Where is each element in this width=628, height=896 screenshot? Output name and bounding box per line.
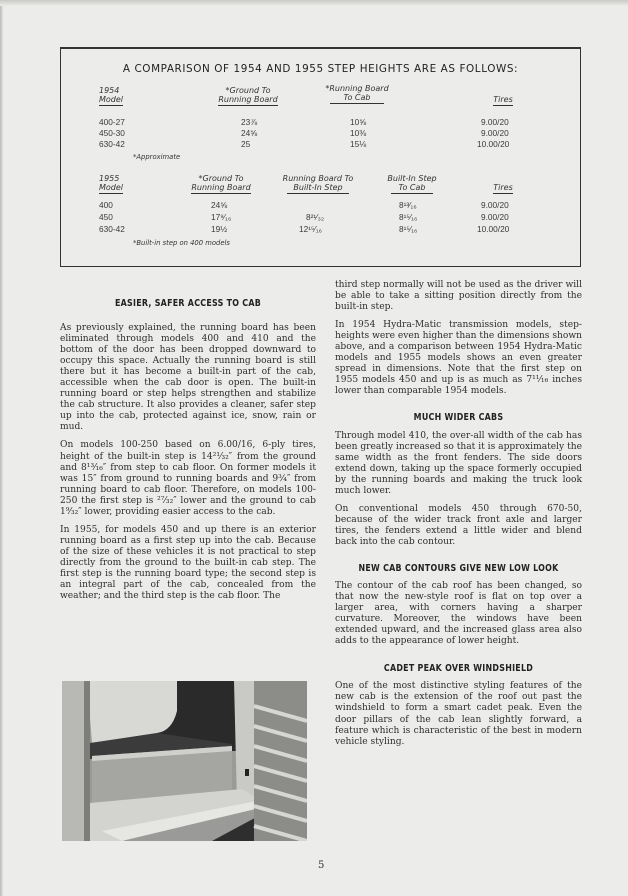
header-1955-model: 1955 Model [99,174,124,192]
left-column-text [60,323,316,609]
footnote-built-in-step: *Built-in step on 400 models [133,239,230,247]
paragraph: Through model 410, the over-all width of the cab has been greatly increased so that it is approximately the same width as the front fenders. The side doors extend down, taking up the space formerly occupied by the running boards and making the truck look much lower. [335,430,582,496]
paragraph: In 1954 Hydra-Matic transmission models, step-heights were even higher than the dimensions shown above, and a comparison between 1954 Hydra-Matic models and 1955 models shows an even greater spread in dimensions. Note that the first step on 1955 models 450 and up is as much as 7¹¹⁄₁₆ inches lower than comparable 1954 models. [335,320,582,397]
page-top-shadow [0,0,628,6]
cab-step-photo-graphic [62,681,307,841]
section-heading-new-cab-contours: NEW CAB CONTOURS GIVE NEW LOW LOOK [358,562,559,574]
paragraph: On conventional models 450 through 670-50, because of the wider track front axle and larger tires, the fenders extend a little wider and blend back into the cab contour. [335,503,582,547]
step-height-comparison-box: A COMPARISON OF 1954 AND 1955 STEP HEIGHTS ARE AS FOLLOWS: 1954 Model *Ground To Running Board *Running Board To Cab Tires 400-27 23⅞ 10⅝ 9.00/20 450-30 24⅝ 10⅜ 9.00/20 630-42 25 15⅛ 10.00/20 *Approximate 1955 Model *Ground To Running Board Running Board To Built-In Step Built-In Step To Cab Tires 400 24⅝ 8¹³⁄₁₆ 9.00/20 450 17⁹⁄₁₆ 8²¹⁄₃₂ 8¹⁵⁄₁₆ 9.00/20 630-42 19½ 12¹⁵⁄₁₆ 8¹⁵⁄₁₆ 10.00/20 *Built-in step on 400 models [60,47,581,267]
paragraph: third step normally will not be used as the driver will be able to take a sitting position directly from the built-in step. [335,280,582,313]
header-1954-ground-to-running-board: *Ground To Running Board [218,86,278,104]
paragraph: The contour of the cab roof has been changed, so that now the new-style roof is flat on top over a larger area, with corners having a sharper curvature. Moreover, the windows have been extended upward, and the increased glass area also adds to the appearance of lower height. [335,581,582,647]
header-1955-tires: Tires [493,183,513,192]
left-heading-wrap [60,298,316,309]
page-number: 5 [318,860,325,871]
cab-step-photo [62,681,307,841]
paragraph: On models 100-250 based on 6.00/16, 6-ply tires, height of the built-in step is 14²¹⁄₃₂″ from the ground and 8¹³⁄₁₆″ from step to cab floor. On former models it was 15″ from ground to running boards and 9¾″ from running board to cab floor. Therefore, on models 100-250 the first step is ²⁷⁄₃₂″ lower and the ground to cab 1⁹⁄₃₂″ lower, providing easier access to the cab. [60,440,316,517]
header-1955-ground-to-running-board: *Ground To Running Board [191,174,251,192]
section-heading-cadet-peak: CADET PEAK OVER WINDSHIELD [383,663,534,675]
footnote-approximate: *Approximate [133,153,181,161]
header-1954-running-board-to-cab: *Running Board To Cab [325,84,389,102]
header-1954-model: 1954 Model [99,86,124,104]
table-title: A COMPARISON OF 1954 AND 1955 STEP HEIGHTS ARE AS FOLLOWS: [122,63,519,75]
paragraph: In 1955, for models 450 and up there is an exterior running board as a first step up into the cab. Because of the size of these vehicles it is not practical to step directly from the ground to the built-in cab step. The first step is the running board type; the second step is an integral part of the cab, concealed from the weather; and the third step is the cab floor. The [60,524,316,602]
section-heading-easier-safer-access: EASIER, SAFER ACCESS TO CAB [114,298,262,309]
page-edge-shadow [0,0,3,896]
paragraph: One of the most distinctive styling features of the new cab is the extension of the roof out past the windshield to form a smart cadet peak. Even the door pillars of the cab lean slightly forward, a feature which is characteristic of the best in modern vehicle styling. [335,681,582,747]
header-1954-tires: Tires [493,95,513,104]
header-1955-built-in-step-to-cab: Built-In Step To Cab [387,174,437,192]
right-column-text [335,280,582,755]
paragraph: As previously explained, the running board has been eliminated through models 400 and 410 and the bottom of the door has been dropped downward to occupy this space. Actually the running board is still there but it has become a built-in part of the cab, accessible when the cab door is open. The built-in running board or step helps strengthen and stabilize the cab structure. It also provides a cleaner, safer step up into the cab, protected against ice, snow, rain or mud. [60,323,316,433]
section-heading-much-wider-cabs: MUCH WIDER CABS [413,412,504,424]
header-1955-running-board-to-built-in-step: Running Board To Built-In Step [282,174,354,192]
